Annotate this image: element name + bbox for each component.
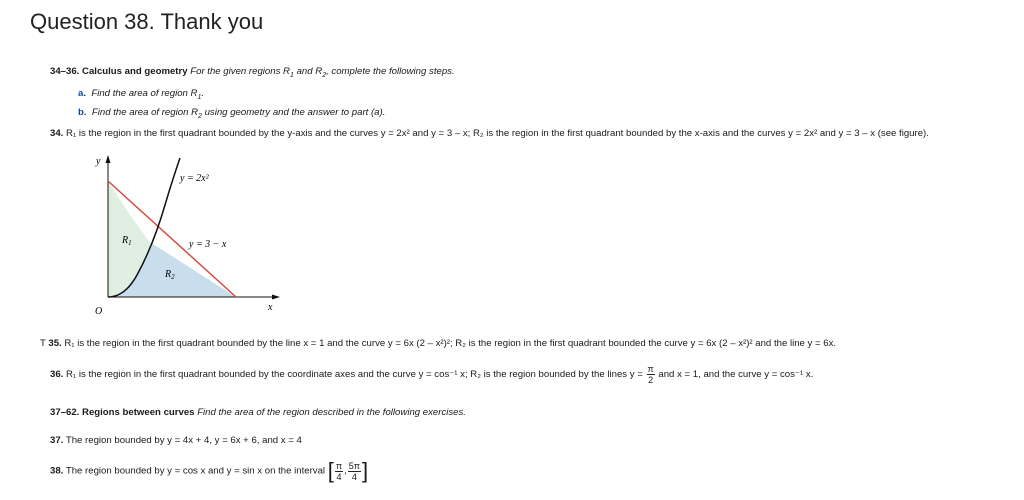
problem-35-text: R₁ is the region in the first quadrant bounded by the line x = 1 and the curve y = 6x (2 – x²)²; R₂ is the region in the first quadrant bounded the curve y = 6x (2 – x²)² and the line y = 6x. xyxy=(64,338,837,349)
part-a-letter: a. xyxy=(78,88,87,99)
section-heading: Calculus and geometry xyxy=(82,66,188,77)
problem-38-number: 38. xyxy=(50,465,64,477)
section-header-34-36 xyxy=(50,66,455,78)
section-intro-tail: , complete the following steps. xyxy=(326,66,455,77)
problem-38: 38. The region bounded by y = cos x and y = sin x on the interval [ $\frac{\pi}{4}$ , $\frac{5\pi}{4}$ ] xyxy=(50,458,369,483)
problem-34-number: 34. xyxy=(50,128,64,139)
problem-36-text-a: R₁ is the region in the first quadrant bounded by the coordinate axes and the curve y = cos⁻¹ x; R₂ is the region bounded by the lines y = xyxy=(66,369,643,381)
section-range: 34–36. xyxy=(50,66,80,77)
problem-38-text: The region bounded by y = cos x and y = sin x on the interval xyxy=(65,465,326,477)
and-word: and xyxy=(296,66,313,77)
curve-label-3-minus-x: y = 3 − x xyxy=(189,239,227,250)
part-b xyxy=(78,107,385,119)
region-label-r1: $R_1$ xyxy=(122,235,132,247)
x-axis-label: x xyxy=(268,302,273,313)
y-axis-arrow xyxy=(106,155,111,163)
part-b-text: Find the area of region $R_2$ using geometry and the answer to part (a). xyxy=(91,107,386,120)
part-a xyxy=(78,88,204,100)
page-title: Question 38. Thank you xyxy=(30,9,264,34)
part-a-text: Find the area of region $R_1$. xyxy=(91,88,205,101)
section2-text: Find the area of the region described in the following exercises. xyxy=(197,407,466,418)
y-axis-label: y xyxy=(96,156,101,167)
curve-label-2x2: y = 2x² xyxy=(180,173,209,184)
problem-37-text: The region bounded by y = 4x + 4, y = 6x + 6, and x = 4 xyxy=(65,435,302,446)
problem-37-number: 37. xyxy=(50,435,64,446)
region-r2-label: $R_2$ xyxy=(315,66,327,79)
section-header-37-62 xyxy=(50,407,466,419)
region-r1-label: $R_1$ xyxy=(283,66,294,79)
x-axis-arrow xyxy=(272,295,280,300)
problem-34 xyxy=(50,128,929,140)
section2-range: 37–62. xyxy=(50,407,80,418)
problem-36 xyxy=(50,364,813,385)
technology-marker: T xyxy=(40,338,46,349)
fraction-pi-over-4: $\frac{\pi}{4}$ xyxy=(335,460,343,482)
section2-heading: Regions between curves xyxy=(82,407,195,418)
problem-35-number: 35. xyxy=(48,338,62,349)
region-figure xyxy=(85,150,285,320)
fraction-5pi-over-4: $\frac{5\pi}{4}$ xyxy=(348,460,360,482)
fraction-pi-over-2: $\frac{\pi}{2}$ xyxy=(647,364,654,385)
part-b-letter: b. xyxy=(78,107,87,118)
problem-34-text: R₁ is the region in the first quadrant bounded by the y-axis and the curves y = 2x² and y = 3 – x; R₂ is the region in the first quadrant bounded by the x-axis and the curves y = 2x² and y = 3 – x (see figure). xyxy=(66,128,929,139)
problem-35 xyxy=(40,338,836,350)
section-intro: For the given regions xyxy=(190,66,281,77)
interval-close-bracket: ] xyxy=(361,458,369,483)
origin-label: O xyxy=(95,306,103,317)
problem-37 xyxy=(50,435,302,447)
problem-36-text-b: and x = 1, and the curve y = cos⁻¹ x. xyxy=(658,369,814,381)
interval-open-bracket: [ xyxy=(327,458,334,483)
region-label-r2: $R_2$ xyxy=(165,269,175,281)
problem-36-number: 36. xyxy=(50,369,64,381)
